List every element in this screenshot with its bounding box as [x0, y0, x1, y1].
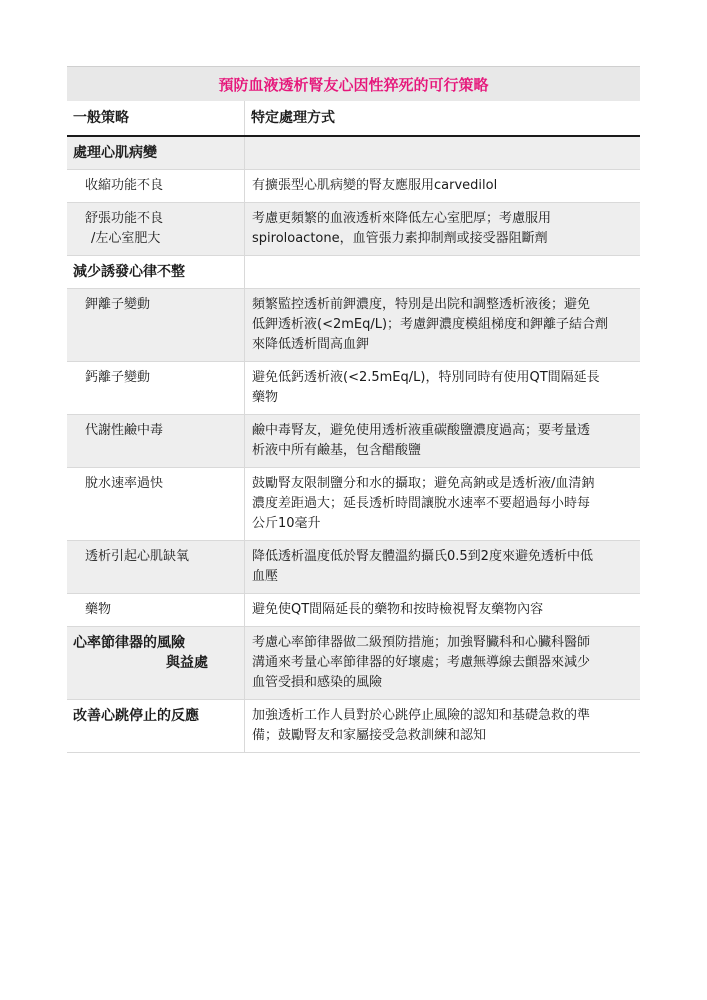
row-content	[245, 203, 640, 255]
row-content: 有擴張型心肌病變的腎友應服用carvedilol	[252, 178, 498, 193]
row-content	[245, 415, 640, 467]
table-row	[67, 203, 640, 256]
item-label-line: /左心室肥大	[91, 231, 161, 246]
item-label	[67, 203, 245, 255]
section-label: 減少誘發心律不整	[67, 256, 245, 288]
table-row	[67, 256, 640, 289]
content-line: 頻繁監控透析前鉀濃度，特別是出院和調整透析液後；避免	[252, 297, 591, 312]
item-label-line: 舒張功能不良	[85, 211, 164, 226]
section-label-line: 與益處	[166, 655, 208, 671]
content-line: 血壓	[252, 569, 279, 584]
table-row	[67, 137, 640, 170]
item-label: 收縮功能不良	[67, 170, 245, 202]
header-general-strategy: 一般策略	[67, 101, 245, 135]
row-content	[245, 256, 640, 288]
item-label: 鉀離子變動	[67, 289, 245, 361]
content-line: spiroloactone，血管張力素抑制劑或接受器阻斷劑	[252, 231, 548, 246]
content-line: 低鉀透析液(<2mEq/L)；考慮鉀濃度模組梯度和鉀離子結合劑	[252, 317, 609, 332]
table-row	[67, 415, 640, 468]
content-line: 濃度差距過大；延長透析時間讓脫水速率不要超過每小時每	[252, 496, 591, 511]
row-content	[245, 627, 640, 699]
item-label: 鈣離子變動	[67, 362, 245, 414]
row-content	[245, 700, 640, 752]
section-label	[67, 627, 245, 699]
table-row	[67, 594, 640, 627]
content-line: 考慮心率節律器做二級預防措施；加強腎臟科和心臟科醫師	[252, 635, 591, 650]
table-header-row	[67, 101, 640, 137]
row-content	[245, 289, 640, 361]
table-row	[67, 541, 640, 594]
content-line: 溝通來考量心率節律器的好壞處；考慮無導線去顫器來減少	[252, 655, 591, 670]
content-line: 加強透析工作人員對於心跳停止風險的認知和基礎急救的準	[252, 708, 591, 723]
content-line: 公斤10毫升	[252, 516, 321, 531]
table-row	[67, 170, 640, 203]
table-row	[67, 468, 640, 541]
item-label: 代謝性鹼中毒	[67, 415, 245, 467]
item-label: 透析引起心肌缺氧	[67, 541, 245, 593]
content-line: 鹼中毒腎友，避免使用透析液重碳酸鹽濃度過高；要考量透	[252, 423, 591, 438]
content-line: 析液中所有鹼基，包含醋酸鹽	[252, 443, 422, 458]
content-line: 避免低鈣透析液(<2.5mEq/L)，特別同時有使用QT間隔延長	[252, 370, 600, 385]
row-content	[245, 468, 640, 540]
section-label: 處理心肌病變	[67, 137, 245, 169]
content-line: 備；鼓勵腎友和家屬接受急救訓練和認知	[252, 728, 487, 743]
table-row	[67, 627, 640, 700]
content-line: 鼓勵腎友限制鹽分和水的攝取；避免高鈉或是透析液/血清鈉	[252, 476, 595, 491]
row-content	[245, 137, 640, 169]
strategy-table	[67, 66, 640, 753]
header-specific-treatment: 特定處理方式	[251, 110, 335, 126]
item-label: 脫水速率過快	[67, 468, 245, 540]
section-label-line: 心率節律器的風險	[73, 635, 185, 651]
table-row	[67, 362, 640, 415]
row-content	[245, 541, 640, 593]
content-line: 降低透析溫度低於腎友體溫約攝氏0.5到2度來避免透析中低	[252, 549, 593, 564]
row-content: 避免使QT間隔延長的藥物和按時檢視腎友藥物內容	[252, 602, 544, 617]
content-line: 考慮更頻繁的血液透析來降低左心室肥厚；考慮服用	[252, 211, 552, 226]
content-line: 血管受損和感染的風險	[252, 675, 383, 690]
section-label: 改善心跳停止的反應	[67, 700, 245, 752]
table-row	[67, 289, 640, 362]
content-line: 來降低透析間高血鉀	[252, 337, 370, 352]
table-title: 預防血液透析腎友心因性猝死的可行策略	[67, 66, 640, 101]
content-line: 藥物	[252, 390, 279, 405]
row-content	[245, 362, 640, 414]
item-label: 藥物	[67, 594, 245, 626]
table-row	[67, 700, 640, 753]
